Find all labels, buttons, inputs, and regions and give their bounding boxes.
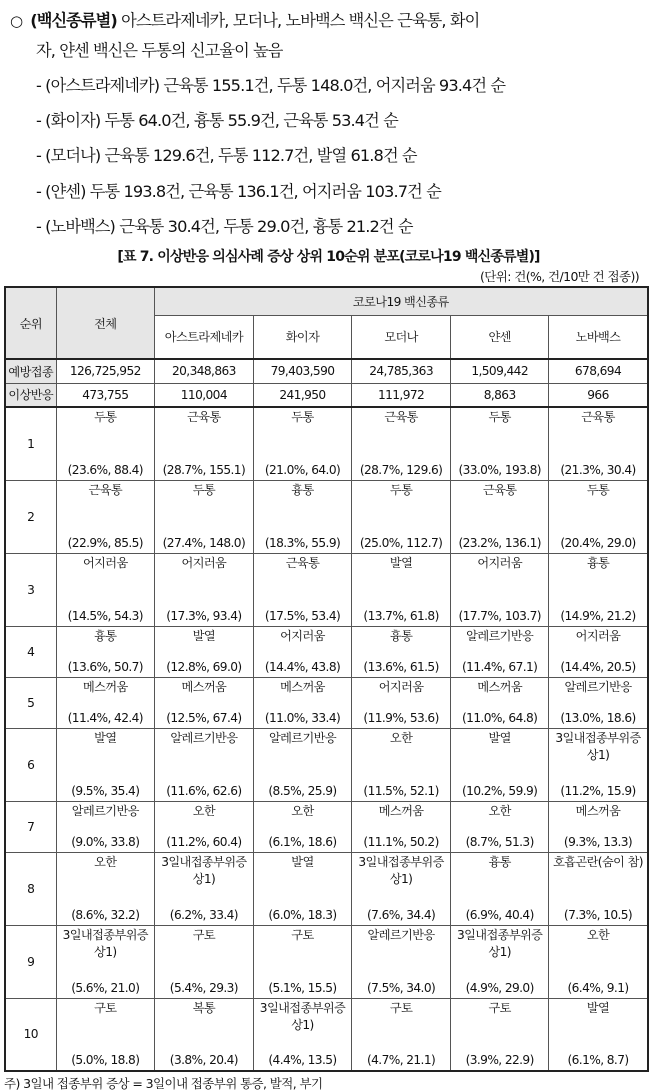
symptom-name: 알레르기반응 bbox=[564, 679, 632, 694]
summary-cell: 126,725,952 bbox=[56, 359, 155, 383]
symptom-name: 두통 bbox=[488, 410, 511, 425]
summary-section bbox=[4, 4, 653, 244]
rank-number: 4 bbox=[5, 626, 56, 677]
symptom-name: 두통 bbox=[192, 482, 216, 497]
symptom-value: (23.2%, 136.1) bbox=[458, 535, 541, 550]
symptom-cell bbox=[352, 852, 451, 925]
header-rank: 순위 bbox=[5, 287, 56, 359]
symptom-cell bbox=[450, 626, 549, 677]
symptom-value: (18.3%, 55.9) bbox=[264, 535, 341, 550]
symptom-name: 어지러움 bbox=[82, 555, 128, 570]
symptom-cell bbox=[56, 407, 155, 480]
header-vaccine: 노바백스 bbox=[549, 315, 648, 359]
symptom-cell bbox=[549, 626, 648, 677]
header-vaccine: 화이자 bbox=[253, 315, 352, 359]
summary-item: - (모더나) 근육통 129.6건, 두통 112.7건, 발열 61.8건 순 bbox=[36, 146, 417, 166]
symptom-value: (7.5%, 34.0) bbox=[366, 980, 436, 995]
header-total: 전체 bbox=[56, 287, 155, 359]
symptom-cell bbox=[56, 677, 155, 728]
symptom-cell-content bbox=[255, 999, 351, 1071]
symptom-value: (11.0%, 33.4) bbox=[264, 710, 341, 725]
symptom-cell-content bbox=[156, 554, 252, 626]
symptom-cell bbox=[56, 553, 155, 626]
rank-number: 6 bbox=[5, 728, 56, 801]
symptom-cell bbox=[155, 925, 254, 998]
symptom-cell bbox=[253, 998, 352, 1071]
symptom-cell bbox=[155, 801, 254, 852]
symptom-cell-content bbox=[58, 408, 154, 480]
symptom-cell bbox=[155, 626, 254, 677]
symptom-value: (3.9%, 22.9) bbox=[465, 1053, 534, 1068]
symptom-cell-content bbox=[353, 627, 449, 677]
symptom-name: 흉통 bbox=[94, 628, 117, 643]
symptom-value: (33.0%, 193.8) bbox=[458, 462, 541, 477]
symptom-name: 알레르기반응 bbox=[71, 803, 139, 818]
symptom-name: 메스꺼움 bbox=[477, 679, 523, 694]
summary-row bbox=[5, 359, 648, 383]
symptom-cell bbox=[155, 677, 254, 728]
symptom-value: (13.6%, 50.7) bbox=[67, 659, 143, 674]
symptom-value: (4.4%, 13.5) bbox=[268, 1053, 337, 1068]
symptom-value: (5.0%, 18.8) bbox=[71, 1053, 140, 1068]
symptom-cell bbox=[253, 852, 352, 925]
symptom-name: 메스꺼움 bbox=[181, 679, 227, 694]
headline-bold: (백신종류별) bbox=[30, 11, 117, 30]
summary-cell: 111,972 bbox=[352, 383, 451, 407]
symptom-cell bbox=[352, 998, 451, 1071]
symptom-value: (9.0%, 33.8) bbox=[71, 834, 140, 849]
symptom-cell-content bbox=[353, 853, 449, 925]
symptom-name: 알레르기반응 bbox=[170, 730, 238, 745]
symptom-value: (6.4%, 9.1) bbox=[567, 980, 629, 995]
symptom-cell-content bbox=[550, 802, 645, 852]
summary-headline bbox=[4, 4, 653, 38]
symptom-cell-content bbox=[550, 408, 645, 480]
symptom-name: 메스꺼움 bbox=[575, 803, 621, 818]
symptom-cell bbox=[253, 925, 352, 998]
rank-number: 7 bbox=[5, 801, 56, 852]
symptom-value: (11.4%, 42.4) bbox=[67, 710, 143, 725]
rank-number: 3 bbox=[5, 553, 56, 626]
symptom-name: 두통 bbox=[94, 410, 117, 425]
symptom-cell bbox=[450, 728, 549, 801]
symptom-cell-content bbox=[452, 999, 548, 1071]
symptom-cell-content bbox=[255, 408, 351, 480]
symptom-value: (9.5%, 35.4) bbox=[71, 783, 140, 798]
symptom-cell bbox=[155, 728, 254, 801]
symptom-name: 복통 bbox=[192, 1000, 216, 1015]
symptom-value: (17.7%, 103.7) bbox=[458, 608, 541, 623]
symptom-name: 어지러움 bbox=[181, 555, 227, 570]
symptom-cell-content bbox=[353, 802, 449, 852]
symptom-value: (10.2%, 59.9) bbox=[462, 783, 538, 798]
symptom-cell-content bbox=[255, 853, 351, 925]
summary-row-label: 이상반응 bbox=[5, 383, 56, 407]
symptom-name: 메스꺼움 bbox=[280, 679, 325, 694]
symptom-value: (4.9%, 29.0) bbox=[465, 980, 534, 995]
rank-row bbox=[5, 801, 648, 852]
symptom-name: 오한 bbox=[389, 730, 413, 745]
symptom-cell-content bbox=[452, 678, 548, 728]
symptom-name: 근육통 bbox=[88, 482, 123, 497]
summary-cell: 8,863 bbox=[450, 383, 549, 407]
symptom-cell-content bbox=[156, 853, 252, 925]
symptom-value: (8.7%, 51.3) bbox=[465, 834, 534, 849]
rank-row bbox=[5, 553, 648, 626]
symptom-name: 오한 bbox=[192, 803, 216, 818]
symptom-value: (5.6%, 21.0) bbox=[71, 980, 140, 995]
rank-row bbox=[5, 728, 648, 801]
symptom-cell-content bbox=[550, 481, 645, 553]
summary-item: - (화이자) 두통 64.0건, 흉통 55.9건, 근육통 53.4건 순 bbox=[36, 111, 398, 131]
symptom-value: (21.0%, 64.0) bbox=[264, 462, 341, 477]
symptom-cell bbox=[352, 801, 451, 852]
symptom-cell-content bbox=[452, 802, 548, 852]
symptom-value: (12.5%, 67.4) bbox=[166, 710, 242, 725]
symptom-cell-content bbox=[156, 408, 252, 480]
summary-cell: 678,694 bbox=[549, 359, 648, 383]
symptom-cell bbox=[549, 480, 648, 553]
symptom-cell-content bbox=[550, 999, 645, 1071]
symptom-value: (14.9%, 21.2) bbox=[560, 608, 636, 623]
symptom-name: 구토 bbox=[94, 1000, 117, 1015]
symptom-name: 메스꺼움 bbox=[82, 679, 128, 694]
symptom-name: 발열 bbox=[192, 628, 216, 643]
symptom-name: 어지러움 bbox=[477, 555, 523, 570]
symptom-name: 발열 bbox=[389, 555, 413, 570]
symptom-value: (11.4%, 67.1) bbox=[462, 659, 538, 674]
symptom-name: 두통 bbox=[586, 482, 610, 497]
rank-number: 9 bbox=[5, 925, 56, 998]
symptom-cell-content bbox=[452, 481, 548, 553]
symptom-cell bbox=[253, 407, 352, 480]
summary-item: - (노바백스) 근육통 30.4건, 두통 29.0건, 흉통 21.2건 순 bbox=[36, 216, 413, 236]
symptom-value: (14.4%, 43.8) bbox=[264, 659, 341, 674]
symptom-cell bbox=[56, 480, 155, 553]
summary-cell: 24,785,363 bbox=[352, 359, 451, 383]
symptom-cell-content bbox=[58, 554, 154, 626]
symptom-cell-content bbox=[58, 926, 154, 998]
symptom-cell bbox=[450, 677, 549, 728]
symptom-value: (25.0%, 112.7) bbox=[359, 535, 443, 550]
symptom-value: (13.7%, 61.8) bbox=[363, 608, 439, 623]
symptom-cell-content bbox=[156, 627, 252, 677]
symptom-value: (14.4%, 20.5) bbox=[560, 659, 636, 674]
symptom-cell-content bbox=[58, 802, 154, 852]
rank-row bbox=[5, 407, 648, 480]
symptom-cell-content bbox=[255, 678, 351, 728]
symptom-cell bbox=[549, 677, 648, 728]
symptom-cell bbox=[450, 407, 549, 480]
symptom-name: 3일내접종부위증상1) bbox=[555, 730, 641, 762]
symptom-value: (23.6%, 88.4) bbox=[67, 462, 143, 477]
symptom-cell-content bbox=[353, 481, 449, 553]
symptom-cell-content bbox=[156, 926, 252, 998]
symptom-name: 오한 bbox=[291, 803, 314, 818]
symptom-cell-content bbox=[550, 627, 645, 677]
symptom-cell bbox=[352, 407, 451, 480]
symptom-name: 발열 bbox=[488, 730, 511, 745]
symptom-value: (28.7%, 155.1) bbox=[162, 462, 246, 477]
symptom-cell bbox=[450, 998, 549, 1071]
symptom-cell-content bbox=[255, 926, 351, 998]
circle-bullet-icon: ○ bbox=[10, 12, 23, 30]
symptom-cell-content bbox=[452, 853, 548, 925]
symptom-value: (11.1%, 50.2) bbox=[363, 834, 439, 849]
symptom-name: 3일내접종부위증상1) bbox=[62, 927, 148, 959]
symptom-value: (11.6%, 62.6) bbox=[166, 783, 242, 798]
symptom-cell-content bbox=[353, 554, 449, 626]
symptom-name: 메스꺼움 bbox=[378, 803, 424, 818]
symptom-cell-content bbox=[452, 554, 548, 626]
rank-number: 5 bbox=[5, 677, 56, 728]
symptom-name: 오한 bbox=[94, 854, 117, 869]
summary-cell: 473,755 bbox=[56, 383, 155, 407]
symptom-cell-content bbox=[58, 729, 154, 801]
header-vaccine: 모더나 bbox=[352, 315, 451, 359]
symptom-cell-content bbox=[58, 999, 154, 1071]
symptom-cell-content bbox=[255, 729, 351, 801]
symptom-cell bbox=[352, 480, 451, 553]
symptom-cell bbox=[549, 553, 648, 626]
symptom-name: 구토 bbox=[192, 927, 216, 942]
symptom-name: 근육통 bbox=[581, 410, 615, 425]
symptom-name: 오한 bbox=[488, 803, 511, 818]
symptom-name: 근육통 bbox=[187, 410, 221, 425]
symptom-cell bbox=[253, 677, 352, 728]
symptom-name: 근육통 bbox=[285, 555, 320, 570]
symptom-name: 어지러움 bbox=[280, 628, 325, 643]
symptom-value: (6.9%, 40.4) bbox=[465, 907, 534, 922]
symptom-cell bbox=[549, 801, 648, 852]
symptom-value: (13.6%, 61.5) bbox=[363, 659, 439, 674]
symptom-value: (9.3%, 13.3) bbox=[563, 834, 633, 849]
symptom-cell-content bbox=[550, 678, 645, 728]
symptom-name: 어지러움 bbox=[378, 679, 424, 694]
symptom-cell bbox=[253, 553, 352, 626]
symptom-cell-content bbox=[452, 729, 548, 801]
symptom-cell-content bbox=[550, 853, 645, 925]
symptom-cell bbox=[450, 480, 549, 553]
symptom-cell bbox=[450, 801, 549, 852]
symptom-cell bbox=[253, 480, 352, 553]
symptom-cell bbox=[155, 407, 254, 480]
symptom-cell-content bbox=[550, 926, 645, 998]
symptom-name: 3일내접종부위증상1) bbox=[358, 854, 444, 886]
symptom-cell bbox=[450, 553, 549, 626]
symptom-cell bbox=[155, 553, 254, 626]
symptom-value: (12.8%, 69.0) bbox=[166, 659, 242, 674]
symptom-name: 흉통 bbox=[586, 555, 610, 570]
symptom-value: (22.9%, 85.5) bbox=[67, 535, 143, 550]
symptom-cell bbox=[56, 626, 155, 677]
symptom-cell-content bbox=[156, 678, 252, 728]
symptom-value: (13.0%, 18.6) bbox=[560, 710, 636, 725]
symptom-cell-content bbox=[58, 853, 154, 925]
symptom-cell bbox=[549, 925, 648, 998]
symptom-name: 알레르기반응 bbox=[466, 628, 534, 643]
symptom-cell-content bbox=[255, 481, 351, 553]
symptom-name: 흉통 bbox=[291, 482, 314, 497]
headline-continuation: 자, 얀센 백신은 두통의 신고율이 높음 bbox=[36, 41, 283, 60]
rank-number: 1 bbox=[5, 407, 56, 480]
symptom-cell bbox=[56, 852, 155, 925]
symptom-name: 근육통 bbox=[384, 410, 418, 425]
summary-cell: 241,950 bbox=[253, 383, 352, 407]
rank-row bbox=[5, 677, 648, 728]
symptom-cell bbox=[549, 998, 648, 1071]
symptom-name: 3일내접종부위증상1) bbox=[161, 854, 247, 886]
symptom-name: 발열 bbox=[94, 730, 117, 745]
rank-number: 2 bbox=[5, 480, 56, 553]
symptom-cell-content bbox=[353, 408, 449, 480]
symptom-cell bbox=[549, 407, 648, 480]
adverse-reaction-table bbox=[4, 286, 649, 1072]
symptom-value: (11.2%, 60.4) bbox=[166, 834, 242, 849]
symptom-value: (27.4%, 148.0) bbox=[162, 535, 246, 550]
symptom-cell-content bbox=[550, 729, 645, 801]
headline-text: 아스트라제네카, 모더나, 노바백스 백신은 근육통, 화이 bbox=[116, 11, 480, 30]
symptom-cell-content bbox=[58, 627, 154, 677]
symptom-cell-content bbox=[58, 678, 154, 728]
symptom-name: 3일내접종부위증상1) bbox=[259, 1000, 346, 1032]
summary-row bbox=[5, 383, 648, 407]
symptom-value: (4.7%, 21.1) bbox=[366, 1053, 436, 1068]
symptom-name: 발열 bbox=[291, 854, 314, 869]
symptom-value: (6.2%, 33.4) bbox=[169, 907, 238, 922]
symptom-cell bbox=[352, 728, 451, 801]
symptom-name: 발열 bbox=[586, 1000, 610, 1015]
symptom-value: (5.1%, 15.5) bbox=[268, 980, 337, 995]
table-caption: [표 7. 이상반응 의심사례 증상 상위 10순위 분포(코로나19 백신종류별)] bbox=[117, 249, 540, 266]
summary-cell: 20,348,863 bbox=[155, 359, 254, 383]
symptom-cell bbox=[253, 728, 352, 801]
rank-row bbox=[5, 998, 648, 1071]
symptom-cell bbox=[56, 925, 155, 998]
header-vaccine: 아스트라제네카 bbox=[155, 315, 254, 359]
symptom-cell-content bbox=[156, 802, 252, 852]
table-unit: (단위: 건(%, 건/10만 건 접종)) bbox=[480, 269, 639, 285]
symptom-cell bbox=[549, 852, 648, 925]
symptom-value: (20.4%, 29.0) bbox=[560, 535, 636, 550]
summary-row-label: 예방접종 bbox=[5, 359, 56, 383]
rank-row bbox=[5, 480, 648, 553]
symptom-name: 알레르기반응 bbox=[268, 730, 336, 745]
summary-item: - (얀센) 두통 193.8건, 근육통 136.1건, 어지러움 103.7건 순 bbox=[36, 181, 441, 201]
symptom-cell bbox=[155, 998, 254, 1071]
symptom-value: (7.3%, 10.5) bbox=[563, 907, 633, 922]
symptom-value: (28.7%, 129.6) bbox=[359, 462, 443, 477]
symptom-value: (11.2%, 15.9) bbox=[560, 783, 636, 798]
symptom-value: (11.9%, 53.6) bbox=[363, 710, 439, 725]
symptom-cell-content bbox=[156, 999, 252, 1071]
summary-cell: 79,403,590 bbox=[253, 359, 352, 383]
symptom-cell bbox=[155, 852, 254, 925]
symptom-name: 구토 bbox=[389, 1000, 413, 1015]
symptom-value: (14.5%, 54.3) bbox=[67, 608, 143, 623]
summary-cell: 110,004 bbox=[155, 383, 254, 407]
symptom-cell-content bbox=[353, 999, 449, 1071]
rank-row bbox=[5, 852, 648, 925]
symptom-cell bbox=[549, 728, 648, 801]
symptom-cell-content bbox=[255, 802, 351, 852]
symptom-value: (3.8%, 20.4) bbox=[169, 1053, 238, 1068]
rank-row bbox=[5, 626, 648, 677]
symptom-cell bbox=[352, 553, 451, 626]
symptom-cell bbox=[352, 677, 451, 728]
symptom-name: 구토 bbox=[291, 927, 314, 942]
symptom-cell-content bbox=[550, 554, 645, 626]
symptom-cell-content bbox=[452, 926, 548, 998]
symptom-cell-content bbox=[156, 481, 252, 553]
symptom-name: 두통 bbox=[389, 482, 413, 497]
symptom-cell bbox=[155, 480, 254, 553]
symptom-value: (6.0%, 18.3) bbox=[268, 907, 337, 922]
footnote: 주) 3일내 접종부위 증상 = 3일이내 접종부위 통증, 발적, 부기 bbox=[4, 1076, 323, 1092]
symptom-cell-content bbox=[353, 729, 449, 801]
symptom-value: (8.6%, 32.2) bbox=[71, 907, 140, 922]
summary-cell: 1,509,442 bbox=[450, 359, 549, 383]
symptom-name: 흉통 bbox=[389, 628, 413, 643]
symptom-value: (8.5%, 25.9) bbox=[268, 783, 337, 798]
symptom-name: 오한 bbox=[586, 927, 610, 942]
symptom-cell bbox=[56, 801, 155, 852]
symptom-value: (11.5%, 52.1) bbox=[363, 783, 439, 798]
symptom-value: (5.4%, 29.3) bbox=[169, 980, 238, 995]
symptom-cell-content bbox=[452, 627, 548, 677]
symptom-value: (17.5%, 53.4) bbox=[264, 608, 341, 623]
symptom-cell bbox=[253, 801, 352, 852]
symptom-value: (6.1%, 18.6) bbox=[268, 834, 337, 849]
rank-number: 10 bbox=[5, 998, 56, 1071]
symptom-value: (7.6%, 34.4) bbox=[366, 907, 436, 922]
symptom-cell-content bbox=[255, 554, 351, 626]
symptom-cell bbox=[253, 626, 352, 677]
header-vaccine: 얀센 bbox=[450, 315, 549, 359]
rank-number: 8 bbox=[5, 852, 56, 925]
symptom-cell-content bbox=[255, 627, 351, 677]
symptom-name: 구토 bbox=[488, 1000, 511, 1015]
summary-item: - (아스트라제네카) 근육통 155.1건, 두통 148.0건, 어지러움 93.4건 순 bbox=[36, 76, 506, 95]
symptom-cell-content bbox=[58, 481, 154, 553]
symptom-name: 알레르기반응 bbox=[367, 927, 435, 942]
symptom-name: 근육통 bbox=[482, 482, 517, 497]
symptom-name: 어지러움 bbox=[575, 628, 621, 643]
summary-cell: 966 bbox=[549, 383, 648, 407]
symptom-name: 호흡곤란(숨이 참) bbox=[553, 854, 643, 869]
symptom-cell bbox=[352, 925, 451, 998]
symptom-cell bbox=[56, 998, 155, 1071]
symptom-cell-content bbox=[353, 926, 449, 998]
symptom-name: 흉통 bbox=[488, 854, 511, 869]
symptom-value: (17.3%, 93.4) bbox=[166, 608, 242, 623]
symptom-value: (6.1%, 8.7) bbox=[567, 1053, 629, 1068]
symptom-cell bbox=[450, 852, 549, 925]
rank-row bbox=[5, 925, 648, 998]
symptom-name: 3일내접종부위증상1) bbox=[456, 927, 543, 959]
symptom-value: (11.0%, 64.8) bbox=[462, 710, 538, 725]
header-vaccine-group: 코로나19 백신종류 bbox=[155, 287, 648, 315]
symptom-name: 두통 bbox=[291, 410, 314, 425]
symptom-cell-content bbox=[353, 678, 449, 728]
symptom-cell bbox=[450, 925, 549, 998]
symptom-value: (21.3%, 30.4) bbox=[560, 462, 636, 477]
symptom-cell bbox=[352, 626, 451, 677]
symptom-cell-content bbox=[156, 729, 252, 801]
symptom-cell bbox=[56, 728, 155, 801]
symptom-cell-content bbox=[452, 408, 548, 480]
